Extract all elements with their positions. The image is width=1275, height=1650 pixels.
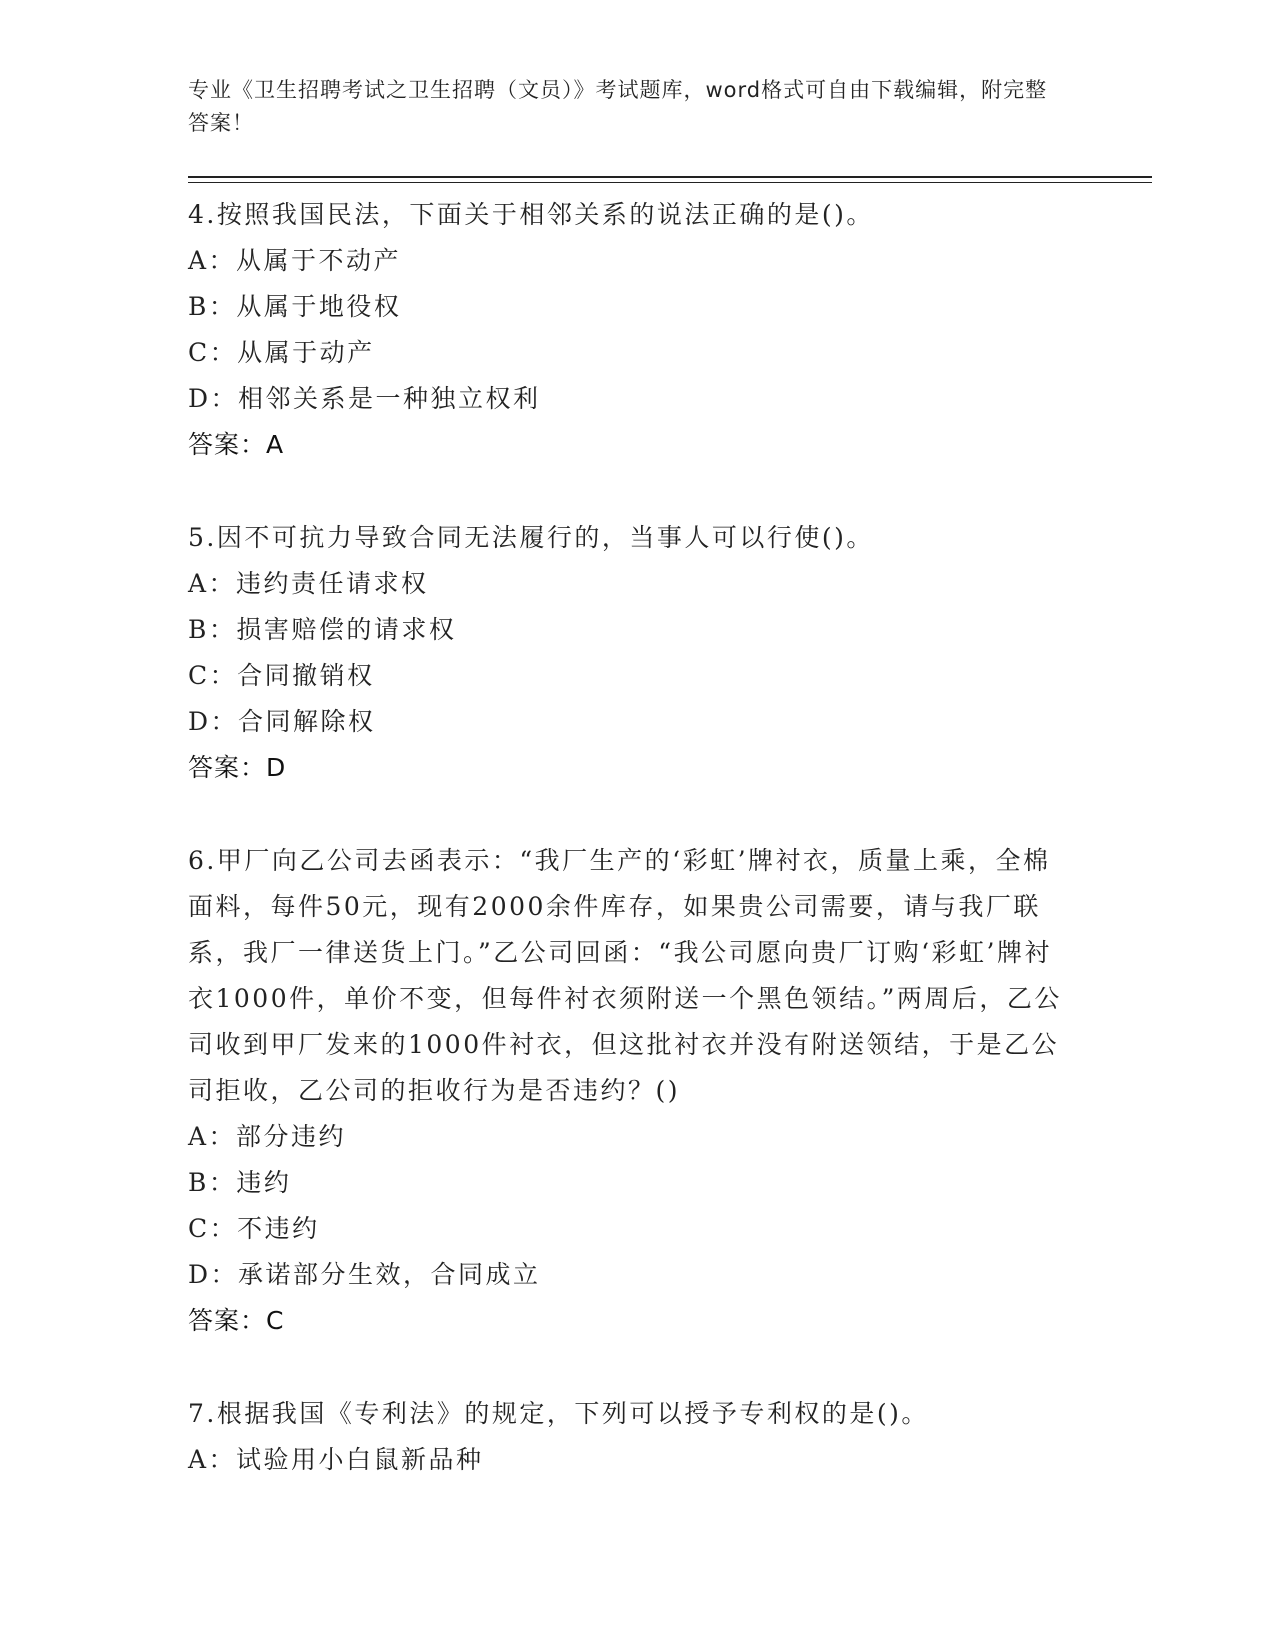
question-item — [188, 515, 1078, 791]
option-a: A：违约责任请求权 — [188, 569, 429, 598]
option-d: D：合同解除权 — [188, 707, 376, 736]
answer-label: 答案：C — [188, 1306, 285, 1335]
option-d: D：相邻关系是一种独立权利 — [188, 384, 541, 413]
document-header — [188, 74, 1068, 140]
option-b: B：损害赔偿的请求权 — [188, 615, 457, 644]
header-text: 专业《卫生招聘考试之卫生招聘（文员）》考试题库，word格式可自由下载编辑，附完整答案！ — [188, 78, 1048, 135]
option-a: A：从属于不动产 — [188, 246, 402, 275]
option-b: B：从属于地役权 — [188, 292, 402, 321]
question-stem: 5.因不可抗力导致合同无法履行的，当事人可以行使()。 — [188, 523, 874, 552]
question-item — [188, 1391, 1078, 1483]
header-divider-thick — [188, 176, 1152, 178]
option-b: B：违约 — [188, 1168, 292, 1197]
option-c: C：不违约 — [188, 1214, 320, 1243]
option-c: C：合同撤销权 — [188, 661, 375, 690]
option-a: A：部分违约 — [188, 1122, 347, 1151]
question-item — [188, 192, 1078, 468]
answer-label: 答案：A — [188, 430, 285, 459]
answer-label: 答案：D — [188, 753, 287, 782]
question-list — [188, 192, 1078, 1530]
option-c: C：从属于动产 — [188, 338, 375, 367]
option-d: D：承诺部分生效，合同成立 — [188, 1260, 541, 1289]
question-stem: 6.甲厂向乙公司去函表示：“我厂生产的‘彩虹’牌衬衣，质量上乘，全棉面料，每件50元，现有2000余件库存，如果贵公司需要，请与我厂联系，我厂一律送货上门。”乙公司回函：“我公司愿向贵厂订购‘彩虹’牌衬衣1000件，单价不变，但每件衬衣须附送一个黑色领结。”两周后，乙公司收到甲厂发来的1000件衬衣，但这批衬衣并没有附送领结，于是乙公司拒收，乙公司的拒收行为是否违约？() — [188, 846, 1062, 1105]
option-a: A：试验用小白鼠新品种 — [188, 1445, 484, 1474]
question-stem: 4.按照我国民法，下面关于相邻关系的说法正确的是()。 — [188, 200, 874, 229]
question-item — [188, 838, 1078, 1344]
question-stem: 7.根据我国《专利法》的规定，下列可以授予专利权的是()。 — [188, 1399, 929, 1428]
header-divider-thin — [188, 182, 1152, 183]
